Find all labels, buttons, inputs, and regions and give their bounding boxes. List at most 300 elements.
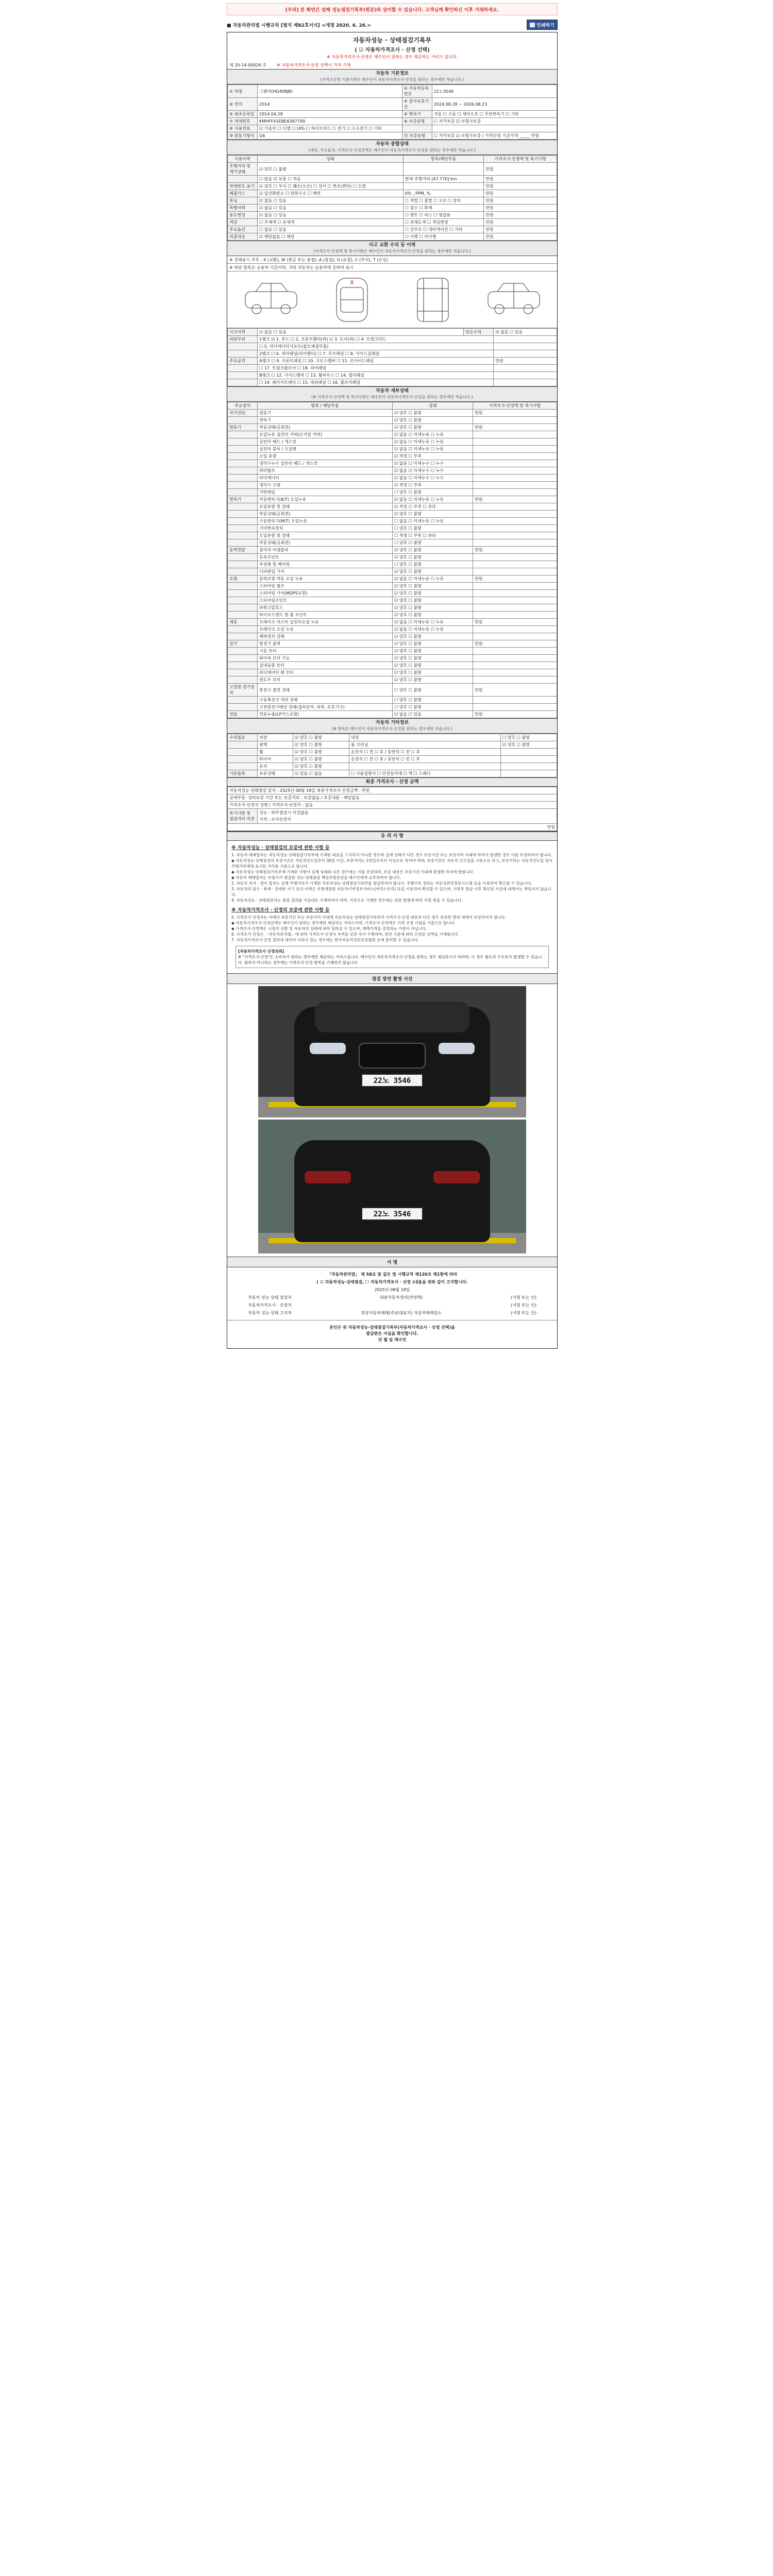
inspection-record <box>227 32 558 1349</box>
table-cell: 워터펌프 <box>258 467 393 474</box>
table-cell: 원동기 <box>228 424 258 431</box>
table-row <box>228 763 557 770</box>
table-cell: 만원 <box>473 410 557 417</box>
table-cell: 충전구 절연 상태 <box>258 684 393 697</box>
table-cell <box>473 633 557 640</box>
table-cell <box>473 525 557 532</box>
accident-part-line: 2랭크 ☐ 6. 쿼터패널(리어펜더) ☐ 7. 루프패널 ☐ 8. 사이드실패널 <box>258 350 494 358</box>
table-cell: ☑ 양호 ☐ 불량 <box>258 163 404 176</box>
print-label: 인쇄하기 <box>536 23 554 28</box>
table-cell: ☐ 양호 ☐ 불량 <box>392 697 473 704</box>
table-cell <box>501 756 557 763</box>
accident-part-row <box>228 379 557 386</box>
detail-table <box>227 402 557 718</box>
table-row <box>228 205 557 212</box>
table-cell: ④ 검사유효기간 <box>402 98 432 111</box>
table-cell <box>473 590 557 597</box>
license-plate-rear: 22노 3546 <box>361 1207 423 1221</box>
table-cell <box>349 763 500 770</box>
status-table <box>227 155 557 241</box>
table-cell: ☑ 양호 ☐ 불량 <box>501 741 557 749</box>
accident-legend-2: ※ 하단 항목은 승용차 기준이며, 기타 자동차는 승용차에 준하여 표시 <box>227 264 557 272</box>
accident-part-group: 외판부위 <box>228 336 258 343</box>
table-cell: 동력전달 <box>228 547 258 554</box>
detail-heading: 자동차 세부상태 (※ 가격조사·산정액 및 특기사항은 매수인이 자동차가격조사·산정을 원하는 경우에만 적습니다.) <box>227 386 557 402</box>
table-cell <box>473 583 557 590</box>
table-cell: ☐ 전체도색 ☐ 색상변경 <box>403 219 483 226</box>
notes-paragraph: ◆ 자동차가격조사·산정금액은 매수인이 원하는 경우에만 제공하는 서비스이며, 가격조사·산정액은 가격 산정 시점을 기준으로 합니다. <box>231 921 456 925</box>
accident-part-group <box>228 379 258 386</box>
printer-icon <box>530 23 535 27</box>
table-cell <box>473 532 557 539</box>
table-cell: 오일누유 실린더 커버(로커암 커버) <box>258 431 393 438</box>
table-row <box>228 648 557 655</box>
table-cell: 휠 <box>258 749 293 756</box>
table-cell: ☐ 양호 ☐ 불량 <box>392 561 473 568</box>
table-row <box>228 568 557 575</box>
table-cell: 현재 주행거리 [47,770] km <box>403 176 483 183</box>
table-cell <box>228 561 258 568</box>
table-cell: ⑤ 최초등록일 <box>228 111 258 118</box>
table-row <box>228 503 557 511</box>
notes-heading: 유 의 사 항 <box>227 832 557 841</box>
table-cell <box>473 648 557 655</box>
footer-line-3: 년 월 일 매수인 <box>378 1337 407 1342</box>
table-cell: ☑ 양호 ☐ 불량 <box>293 749 349 756</box>
table-cell <box>228 518 258 525</box>
table-cell <box>228 417 258 424</box>
table-cell: ☑ 없음 ☐ 있음 <box>258 329 464 336</box>
table-row <box>228 190 557 197</box>
table-cell: ☑ 양호 ☐ 불량 <box>392 410 473 417</box>
signature-line <box>248 1301 536 1309</box>
table-cell: 만원 <box>484 205 557 212</box>
table-cell: ☑ 양호 ☐ 불량 <box>392 676 473 684</box>
table-cell: ☑ 없음 ☐ 미세누유 ☐ 누유 <box>392 619 473 626</box>
table-row <box>228 756 557 763</box>
table-row <box>228 711 557 718</box>
doc-warning: ※ 자동차가격조사·산정은 매수인이 원하는 경우 제공하는 서비스 입니다. <box>327 55 458 59</box>
table-cell <box>228 697 258 704</box>
table-cell <box>473 597 557 604</box>
table-row <box>228 539 557 547</box>
table-cell: 자동차성능·상태점검 일자 : 2025년 08월 19일 최종가격조사·산정금액 : 만원 <box>228 787 557 794</box>
table-cell <box>228 438 258 446</box>
table-cell: 라디에이터 팬 모터 <box>258 669 393 676</box>
table-cell: 스티어링조인트 <box>258 597 393 604</box>
table-cell <box>501 763 557 770</box>
table-cell <box>473 474 557 482</box>
table-cell: 오일 유량 <box>258 453 393 460</box>
signature-intro-1: 「자동차관리법」 제 58조 및 같은 법 시행규칙 제120조 제1항에 따라 <box>327 1272 458 1277</box>
table-cell: ☑ 적정 ☐ 부족 ☐ 과다 <box>392 503 473 511</box>
table-row <box>228 525 557 532</box>
table-cell: 보유상태 <box>258 770 293 777</box>
table-cell: ☐ 적법 ☐ 불법 ☐ 구조 ☐ 장치 <box>403 197 483 205</box>
accident-part-row <box>228 358 557 365</box>
table-cell <box>228 568 258 575</box>
form-title: ■ 자동차관리법 시행규칙 [별지 제82호서식] <개정 2020. 6. 26.> <box>227 23 371 28</box>
table-cell <box>228 482 258 489</box>
page-wrapper <box>227 3 558 1349</box>
table-cell: 기본품목 <box>228 770 258 777</box>
table-cell: ⑩ 원동기형식 <box>228 132 258 140</box>
table-cell: 만원 <box>473 619 557 626</box>
table-cell: ③ 연식 <box>228 98 258 111</box>
table-row <box>228 697 557 704</box>
table-cell: ☑ 없음 ☐ 미세누수 ☐ 누수 <box>392 460 473 467</box>
table-cell: ☑ 없음 ☐ 있음 <box>392 711 473 718</box>
special-notes-row <box>228 809 557 824</box>
car-side-left-icon <box>240 276 302 324</box>
table-cell: 배력장치 상태 <box>258 633 393 640</box>
table-cell: ☑ 없음 ☐ 미세누유 ☐ 누유 <box>392 626 473 633</box>
table-cell: ☑ 양호 ☐ 불량 <box>392 669 473 676</box>
car-frame-icon <box>402 276 464 324</box>
table-cell <box>228 704 258 711</box>
table-row <box>228 676 557 684</box>
table-cell: 브레이크 오일 누유 <box>258 626 393 633</box>
table-row <box>228 547 557 554</box>
table-row <box>228 474 557 482</box>
accident-table <box>227 328 557 386</box>
table-row <box>228 482 557 489</box>
table-cell <box>228 503 258 511</box>
table-row <box>228 431 557 438</box>
special-note-line: 성능 : 하부점검시 이상없음 <box>259 810 309 815</box>
table-cell: 만원 <box>484 197 557 205</box>
table-cell <box>228 176 258 183</box>
license-plate-front: 22노 3546 <box>361 1074 423 1087</box>
table-cell: ☐ 사용설명서 ☐ 안전삼각대 ☐ 잭 ☐ 스패너 <box>349 770 500 777</box>
notice-banner: [주의] 본 화면은 설해 성능점검기록부(원본)와 상이할 수 있습니다. 고객님께 확인하신 이후 거래하세요. <box>227 3 558 15</box>
notes-section-title: ※ 자동차성능 · 상태점검의 보증에 관한 사항 등 <box>231 845 330 851</box>
inspection-photo-rear <box>258 1120 526 1253</box>
table-cell: 만원 <box>473 711 557 718</box>
signature-field: (서명 또는 인) <box>511 1303 536 1308</box>
table-cell: 주행거리 및 계기상태 <box>228 163 258 176</box>
table-row <box>228 489 557 496</box>
table-cell <box>501 770 557 777</box>
options-heading: 자동차 기타정보 (※ 항목은 매수인이 자동차가격조사·산정을 원하는 경우에만 적습니다.) <box>227 718 557 734</box>
accident-value <box>494 336 557 343</box>
table-cell: 만원 <box>484 233 557 241</box>
accident-part-line: ☐ 17. 트렁크플로어 ☐ 18. 리어패널 <box>258 365 494 372</box>
accident-part-group <box>228 343 258 350</box>
notes-paragraph: 2. 자동차 자가 · 정비 업자는 실제 주행거리가 기재된 자동차성능·상태점검기록부를 발급하여야 합니다. 주행거리 정보는 자동차관리정보시스템 등을 이용하여 확인할 수 있습니다. <box>231 881 532 886</box>
table-cell <box>473 460 557 467</box>
table-cell: 동력조향 작동 오일 누유 <box>258 575 393 583</box>
table-row <box>228 233 557 241</box>
table-cell: ☑ 양호 ☐ 불량 <box>392 417 473 424</box>
signature-date: 2025년 08월 19일 <box>374 1287 410 1292</box>
column-header: 주요장치 <box>228 402 258 410</box>
notes-paragraph: 5. 가격조사·산정자는 아래의 보증기간 또는 보증거리 이내에 자동차성능·상태점검기록부의 가격조사·산정 내용과 다른 경우 보증한 범위 내에서 보상하여야 합니다. <box>231 915 507 920</box>
table-cell: 만원 <box>473 496 557 503</box>
table-cell: ☐ 침수 ☐ 화재 <box>403 205 483 212</box>
table-cell <box>473 467 557 474</box>
table-cell: ☑ 양호 ☐ 부식 ☐ 훼손(오손) ☐ 상이 ☐ 변조(변타) ☐ 도말 <box>258 183 404 190</box>
notes-paragraph: 7. 자동차가격조사·산정 결과에 대하여 이의가 있는 경우에는 한국자동차진단보증협회 등에 문의할 수 있습니다. <box>231 938 419 942</box>
table-cell: 자동 ☐ 수동 ☐ 세미오토 ☐ 무단변속기 ☐ 기타 <box>432 111 557 118</box>
accident-part-row <box>228 336 557 343</box>
table-cell: 상세부분: 정비보증 기간 또는 보증거리 : 보증없음 / 보증내용 : 해당없음 <box>228 794 557 802</box>
table-cell <box>228 532 258 539</box>
table-cell: ☑ 가솔린 ☐ 디젤 ☐ LPG ☐ 하이브리드 ☐ 전기 ☐ 수소전기 ☐ 기타 <box>258 125 402 132</box>
accident-value <box>494 350 557 358</box>
table-cell <box>228 554 258 561</box>
table-cell: 만원 <box>484 219 557 226</box>
accident-value: 만원 <box>494 358 557 365</box>
table-cell: 2024.08.28 ~ 2026.08.23 <box>432 98 557 111</box>
table-cell <box>228 489 258 496</box>
table-cell <box>473 511 557 518</box>
table-cell: 만원 <box>473 575 557 583</box>
table-cell <box>228 597 258 604</box>
table-row <box>228 575 557 583</box>
signature-field: 대광자동차정비(전영택) <box>379 1295 423 1300</box>
table-row <box>228 183 557 190</box>
table-cell <box>228 525 258 532</box>
table-cell <box>228 453 258 460</box>
table-cell: ☑ 없음 ☐ 있음 <box>258 197 404 205</box>
signature-section <box>227 1267 557 1320</box>
table-cell: 시동 모터 <box>258 648 393 655</box>
table-cell: 타이어 <box>258 756 293 763</box>
table-cell: ☑ 적정 ☐ 부족 <box>392 482 473 489</box>
table-cell <box>432 125 557 132</box>
table-row <box>228 85 557 98</box>
table-cell: ☑ 없음 ☐ 있음 <box>258 205 404 212</box>
table-row <box>228 633 557 640</box>
notes-paragraph: ◆ 가격조사·산정액은 시장의 상황 및 자동차의 상태에 따라 달라질 수 있으며, 매매가격을 결정하는 기준이 아닙니다. <box>231 926 427 931</box>
notes-section-title: ※ 자동차가격조사 · 산정의 보증에 관한 사항 등 <box>231 908 330 913</box>
table-cell: 변속기 <box>228 496 258 503</box>
table-cell: ☐ 없음 ☐ 미세누유 ☐ 누유 <box>392 518 473 525</box>
column-header: 상태 <box>258 156 404 163</box>
table-cell: 외장 <box>258 734 293 741</box>
table-cell: ☐ 이행 ☐ 미이행 <box>403 233 483 241</box>
table-cell: 라디에이터 <box>258 474 393 482</box>
table-cell: ☑ 양호 ☐ 불량 <box>392 604 473 612</box>
table-row <box>228 684 557 697</box>
table-cell <box>228 756 258 763</box>
table-cell: ☑ 양호 ☐ 불량 <box>392 662 473 669</box>
signature-line <box>248 1294 536 1301</box>
accident-part-line: 1랭크 ☑ 1. 후드 ☐ 2. 프론트휀더(좌) ☑ 3. 도어(좌) ☐ 4. 트렁크리드 <box>258 336 494 343</box>
accident-part-line: B랭크 ☐ 12. 사이드멤버 ☐ 13. 휠하우스 ☐ 14. 필러패널 <box>258 372 494 379</box>
table-cell <box>473 662 557 669</box>
table-cell: 클러치 어셈블리 <box>258 547 393 554</box>
table-cell: 만원 <box>473 547 557 554</box>
table-cell <box>473 612 557 619</box>
table-cell: ☐ 무채색 ☐ 유채색 <box>258 219 404 226</box>
signature-field: 자동차가격조사 · 산정자 <box>248 1303 292 1308</box>
table-cell: 만원 <box>484 163 557 176</box>
accident-part-line: ☐ 19. 패키지트레이 ☐ 15. 대쉬패널 ☐ 16. 플로어패널 <box>258 379 494 386</box>
table-cell <box>228 763 258 770</box>
table-cell <box>228 583 258 590</box>
table-cell: 실린더 헤드 / 개스킷 <box>258 438 393 446</box>
table-cell: 원동기 <box>258 410 393 417</box>
table-cell: 연료 <box>228 711 258 718</box>
table-cell: 룸 크리닝 <box>349 741 500 749</box>
table-cell <box>228 612 258 619</box>
options-table <box>227 734 557 777</box>
table-cell <box>473 417 557 424</box>
table-cell: 배출가스 <box>228 190 258 197</box>
table-cell: 작동상태(공회전) <box>258 539 393 547</box>
doc-number-row <box>227 61 557 69</box>
table-cell <box>473 482 557 489</box>
table-cell: 실내송풍 모터 <box>258 662 393 669</box>
signature-field: 자동차 성능·상태 점검자 <box>248 1295 292 1300</box>
table-cell: 특별이력 <box>228 205 258 212</box>
table-cell: 파워고압호스 <box>258 604 393 612</box>
table-cell: 0% , PPM, % <box>403 190 483 197</box>
table-row <box>228 163 557 176</box>
table-cell: ☐ 렌트 ☐ 리스 ☐ 영업용 <box>403 212 483 219</box>
basic-info-table <box>227 84 557 140</box>
table-cell: ☐ 없음 ☐ 있음 <box>258 226 404 233</box>
signature-field: (서명 또는 인) <box>511 1311 536 1315</box>
accident-part-row <box>228 350 557 358</box>
table-cell <box>473 489 557 496</box>
table-cell <box>228 676 258 684</box>
table-cell: ☑ 양호 ☐ 불량 <box>392 648 473 655</box>
notes-paragraph: 3. 자동차의 침수 · 화재 · 중대한 사고 등의 이력은 보험개발원 자동차이력정보서비스(카히스토리) 등을 이용하여 확인할 수 있으며, 기록부 발급 이후 확인된 사실에 대해서는 책임지지 않습니다. <box>231 887 551 897</box>
table-cell: 만원 <box>484 176 557 183</box>
car-top-outer-icon <box>321 276 383 324</box>
column-header: 상태 <box>392 402 473 410</box>
table-cell <box>228 446 258 453</box>
table-cell: ☑ 없음 ☐ 미세누유 ☐ 누유 <box>392 431 473 438</box>
table-row <box>228 518 557 525</box>
table-cell: ☑ 없음 ☐ 미세누유 ☐ 누유 <box>392 438 473 446</box>
table-cell: 기어변속장치 <box>258 525 393 532</box>
table-cell: ☐ 많음 ☑ 보통 ☐ 적음 <box>258 176 404 183</box>
accident-part-line: ☐ 5. 라디에이터서포트(볼트체결부품) <box>258 343 494 350</box>
table-cell: 수동변속기(M/T) 오일누유 <box>258 518 393 525</box>
table-cell: ☑ 양호 ☐ 불량 <box>392 568 473 575</box>
table-cell <box>473 503 557 511</box>
table-cell: ☑ 없음 ☐ 미세누유 ☐ 누유 <box>392 575 473 583</box>
table-row <box>228 111 557 118</box>
table-cell: 변속기 <box>258 417 393 424</box>
table-cell: 만원 <box>484 183 557 190</box>
table-cell <box>473 655 557 662</box>
table-cell: ☑ 없음 ☐ 미세누수 ☐ 누수 <box>392 474 473 482</box>
doc-title-block <box>227 32 557 61</box>
table-cell: 실린더 블록 / 오일팬 <box>258 446 393 453</box>
accident-legend: ※ 상태표시 부호 : X (교환), W (판금 또는 용접), A (흠집), U (요철), C (부식), T (손상) <box>227 256 557 264</box>
column-header: 가격조사·산정액 및 특기사항 <box>484 156 557 163</box>
signature-heading: 서 명 <box>227 1257 557 1267</box>
table-cell: KMHFF41EBEA387709 <box>258 118 402 125</box>
table-cell: 22노3546 <box>432 85 557 98</box>
accident-value <box>494 379 557 386</box>
table-cell: 고전원전기배선 상태(접속단자, 피복, 보호기구) <box>258 704 393 711</box>
table-cell: 리콜대상 <box>228 233 258 241</box>
accident-part-group: 주요골격 <box>228 358 258 365</box>
table-cell: 차대번호 표기 <box>228 183 258 190</box>
table-row <box>228 749 557 756</box>
notes-paragraph: 1. 자동차 매매업자는 자동차성능·상태점검기록부에 기재된 내용을 고지하지 아니한 경우와 실제 상태가 다른 경우 보증기간 또는 보증거리 이내에 하자가 발생한 경우 이를 보상하여야 합니다. <box>231 853 552 857</box>
accident-value <box>494 365 557 372</box>
car-side-right-icon <box>483 276 545 324</box>
table-row <box>228 410 557 417</box>
accident-value <box>494 372 557 379</box>
car-diagram <box>227 272 557 328</box>
table-cell <box>473 561 557 568</box>
notes-paragraph: ◆ 자동차 매매업자는 보험사가 발급한 성능·상태점검 책임보험증권을 매수인에게 교부하여야 합니다. <box>231 875 401 880</box>
table-cell: ⑪ 보증유형 <box>402 132 432 140</box>
table-cell <box>228 474 258 482</box>
final-row <box>228 794 557 802</box>
table-cell: 작동상태(공회전) <box>258 511 393 518</box>
table-cell: ☑ 적정 ☐ 부족 <box>392 453 473 460</box>
table-cell: ⑦ 차대번호 <box>228 118 258 125</box>
table-cell: ☑ 양호 ☐ 불량 <box>392 511 473 518</box>
footer-line-1: 본인은 위 자동차성능·상태점검기록부(자동차가격조사 · 산정 선택)을 <box>329 1325 455 1330</box>
table-cell: 만원 <box>484 212 557 219</box>
table-cell: 용도변경 <box>228 212 258 219</box>
column-header: 항목 / 해당부품 <box>258 402 393 410</box>
table-cell <box>228 669 258 676</box>
table-cell: 전기 <box>228 640 258 648</box>
table-cell: ☐ 자가보증 ☑ 보험사보증 <box>432 118 557 125</box>
table-cell: ☑ 양호 ☐ 불량 <box>392 612 473 619</box>
table-row <box>228 176 557 183</box>
table-cell: 만원 <box>484 226 557 233</box>
table-cell: ☐ 양호 ☐ 불량 <box>501 734 557 741</box>
table-cell <box>228 633 258 640</box>
table-row <box>228 467 557 474</box>
table-cell: ☐ 양호 ☐ 불량 <box>392 525 473 532</box>
table-row <box>228 590 557 597</box>
table-row <box>228 446 557 453</box>
accident-value <box>494 343 557 350</box>
table-cell: 만원 <box>473 424 557 431</box>
table-cell: 내장 <box>349 734 500 741</box>
table-cell: 운전석 ☐ 전 ☐ 후 / 동반석 ☐ 전 ☐ 후 <box>349 756 500 763</box>
table-cell <box>228 662 258 669</box>
print-button[interactable] <box>527 20 558 30</box>
doc-number-note: ※ 자동차가격조사·산정 선택시 가격 기재 <box>277 63 351 67</box>
table-cell: 냉각수 수량 <box>258 482 393 489</box>
table-cell: 사고이력 <box>228 329 258 336</box>
table-cell: ☑ 해당없음 ☐ 해당 <box>258 233 404 241</box>
table-cell <box>473 539 557 547</box>
table-cell: ☑ 양호 ☐ 불량 <box>392 597 473 604</box>
table-row <box>228 132 557 140</box>
table-cell: 고전원 전기장치 <box>228 684 258 697</box>
table-cell: 와이퍼 모터 기능 <box>258 655 393 662</box>
table-cell <box>228 539 258 547</box>
accident-part-group <box>228 350 258 358</box>
table-cell: 오일유량 및 상태 <box>258 532 393 539</box>
final-amount-row <box>228 824 557 831</box>
table-cell <box>473 446 557 453</box>
table-cell: 추진축 및 베어링 <box>258 561 393 568</box>
table-cell: ☑ 없음 ☐ 있음 <box>494 329 557 336</box>
table-cell <box>473 676 557 684</box>
table-cell: ⑧ 보증유형 <box>402 118 432 125</box>
table-cell: 브레이크 마스터 실린더오일 누유 <box>258 619 393 626</box>
table-row <box>228 734 557 741</box>
table-cell: ⑥ 변속기 <box>402 111 432 118</box>
table-cell: 만원 <box>473 640 557 648</box>
